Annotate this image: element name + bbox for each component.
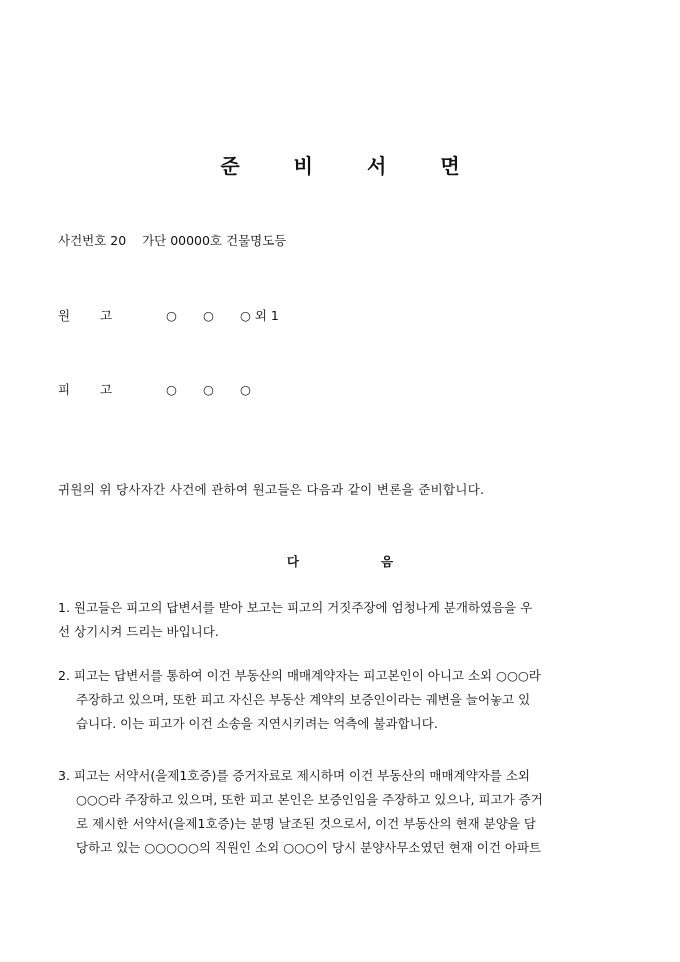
item-line: 2. 피고는 답변서를 통하여 이건 부동산의 매매계약자는 피고본인이 아니고 소외 ○○○라 bbox=[58, 668, 541, 683]
name-mark: ○ bbox=[166, 308, 177, 323]
plaintiff-row bbox=[58, 306, 279, 324]
heading-char: 다 bbox=[286, 554, 299, 569]
defendant-name bbox=[166, 382, 277, 397]
title-char: 준 bbox=[220, 154, 240, 178]
item-line: 습니다. 이는 피고가 이건 소송을 지연시키려는 억측에 불과합니다. bbox=[76, 716, 438, 731]
label-char: 피 bbox=[58, 382, 71, 397]
defendant-label bbox=[58, 380, 128, 398]
title-char: 면 bbox=[440, 154, 460, 178]
intro-paragraph: 귀원의 위 당사자간 사건에 관하여 원고들은 다음과 같이 변론을 준비합니다. bbox=[58, 482, 485, 497]
title-char: 비 bbox=[293, 154, 313, 178]
label-char: 고 bbox=[100, 382, 113, 397]
plaintiff-name bbox=[166, 306, 279, 324]
list-item bbox=[58, 596, 624, 644]
plaintiff-label bbox=[58, 306, 128, 324]
section-heading bbox=[0, 552, 680, 570]
list-item bbox=[58, 664, 624, 736]
name-mark: ○ bbox=[240, 382, 251, 397]
name-mark: ○ 외 1 bbox=[240, 308, 279, 323]
list-item bbox=[58, 764, 624, 860]
name-mark: ○ bbox=[166, 382, 177, 397]
document-title bbox=[0, 150, 680, 179]
name-mark: ○ bbox=[203, 382, 214, 397]
item-line: 3. 피고는 서약서(을제1호증)를 증거자료로 제시하며 이건 부동산의 매매계약자를 소외 bbox=[58, 768, 530, 783]
item-line: 1. 원고들은 피고의 답변서를 받아 보고는 피고의 거짓주장에 엄청나게 분개하였음을 우 bbox=[58, 600, 533, 615]
item-line: 당하고 있는 ○○○○○의 직원인 소외 ○○○이 당시 분양사무소였던 현재 이건 아파트 bbox=[76, 840, 542, 855]
defendant-row bbox=[58, 380, 277, 398]
case-number: 사건번호 20 가단 00000호 건물명도등 bbox=[58, 233, 287, 248]
item-line: 주장하고 있으며, 또한 피고 자신은 부동산 계약의 보증인이라는 궤변을 늘어놓고 있 bbox=[76, 692, 531, 707]
label-char: 고 bbox=[100, 308, 113, 323]
item-line: ○○○라 주장하고 있으며, 또한 피고 본인은 보증인임을 주장하고 있으나, 피고가 증거 bbox=[76, 792, 543, 807]
title-char: 서 bbox=[367, 154, 387, 178]
label-char: 원 bbox=[58, 308, 71, 323]
item-line: 로 제시한 서약서(을제1호증)는 분명 날조된 것으로서, 이건 부동산의 현재 분양을 담 bbox=[76, 816, 536, 831]
name-mark: ○ bbox=[203, 308, 214, 323]
heading-char: 음 bbox=[381, 554, 394, 569]
item-line: 선 상기시켜 드리는 바입니다. bbox=[58, 624, 219, 639]
